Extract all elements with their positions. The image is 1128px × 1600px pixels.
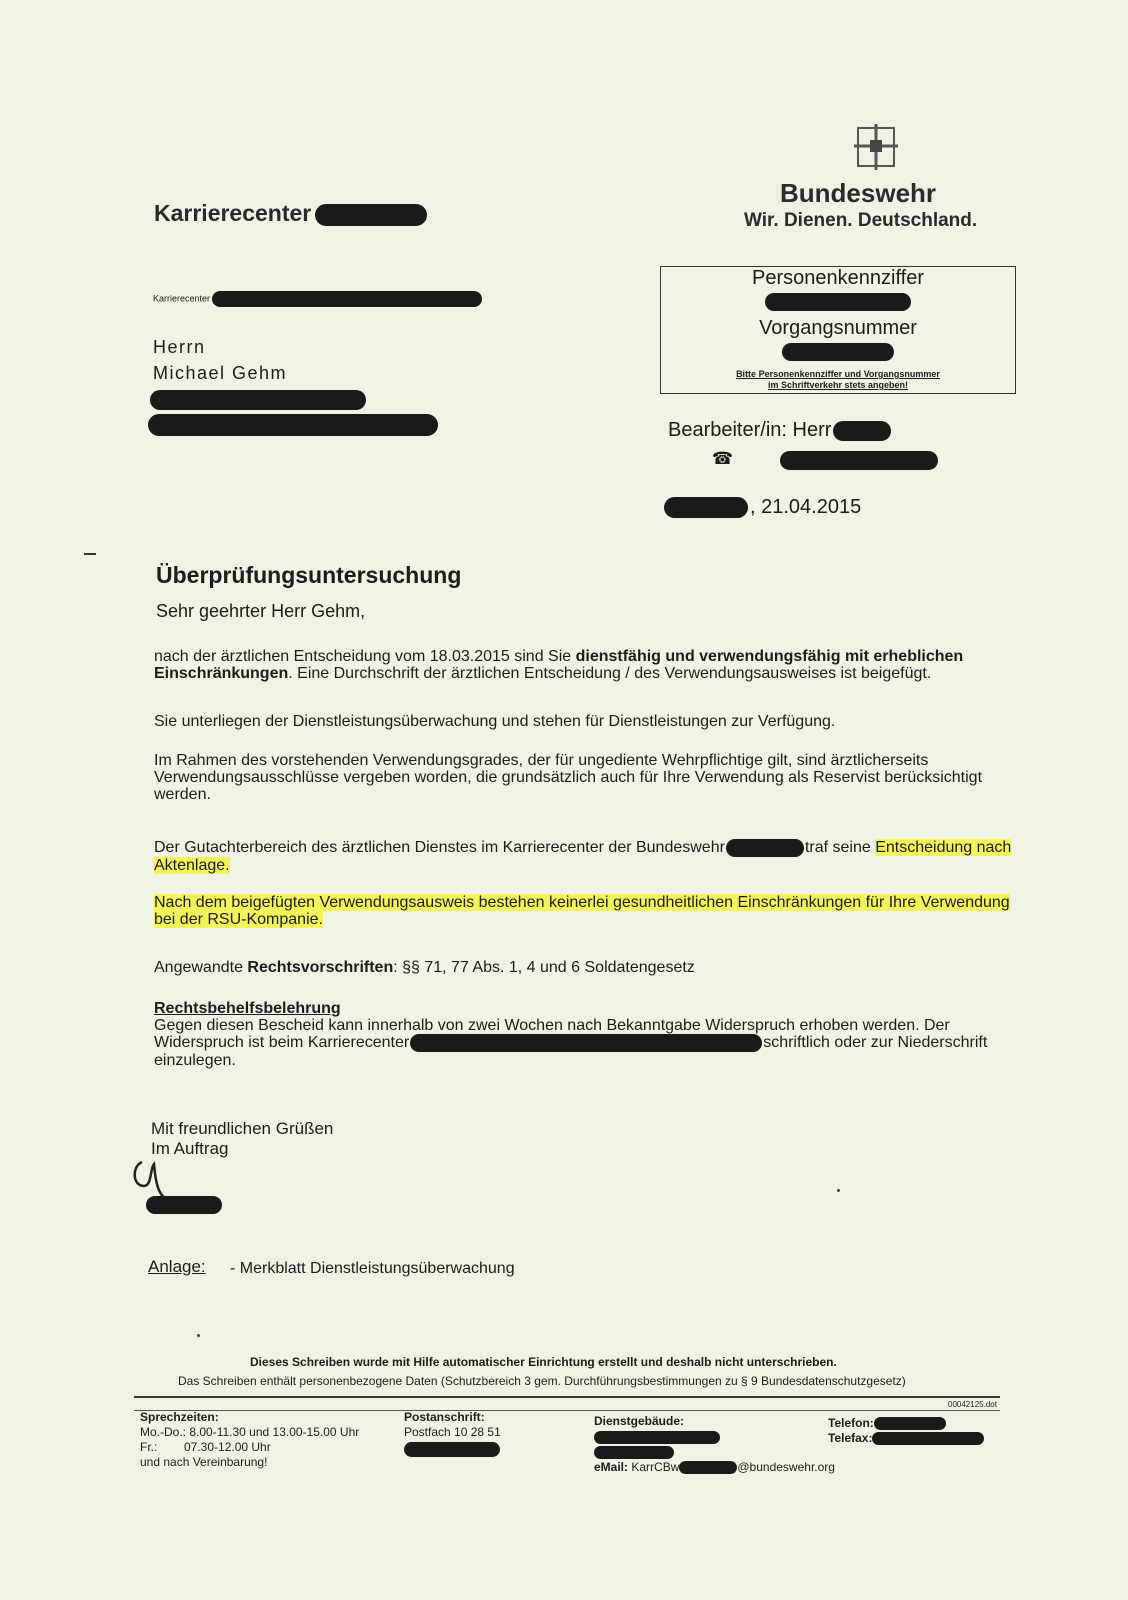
handler: Bearbeiter/in: Herr bbox=[668, 419, 891, 442]
redaction bbox=[872, 1432, 984, 1445]
brand-name: Bundeswehr bbox=[780, 178, 937, 208]
reference-box bbox=[660, 266, 1016, 394]
recipient-salutation: Herrn bbox=[153, 337, 206, 357]
closing-on-behalf: Im Auftrag bbox=[151, 1139, 229, 1158]
place-date: , 21.04.2015 bbox=[664, 496, 861, 519]
postal-address: Postanschrift: Postfach 10 28 51 bbox=[404, 1410, 501, 1457]
recipient-name: Michael Gehm bbox=[153, 363, 288, 383]
scan-speck bbox=[837, 1189, 840, 1192]
paragraph-assessment: Der Gutachterbereich des ärztlichen Dienstes im Karrierecenter der Bundeswehr traf seine Entscheidung nach Aktenlage. bbox=[154, 839, 1012, 874]
redaction bbox=[150, 390, 366, 410]
paragraph-decision: nach der ärztlichen Entscheidung vom 18.03.2015 sind Sie dienstfähig und verwendungsfähig mit erheblichen Einschränkungen. Eine Durchschrift der ärztlichen Entscheidung / des Verwendungsausweises ist beigefügt. bbox=[154, 648, 964, 682]
redaction bbox=[726, 839, 804, 857]
footer-divider bbox=[134, 1396, 1000, 1398]
office-hours: Sprechzeiten: Mo.-Do.: 8.00-11.30 und 13.00-15.00 Uhr Fr.: 07.30-12.00 Uhr und nach Vereinbarung! bbox=[140, 1410, 360, 1469]
redaction bbox=[212, 291, 482, 307]
phone-icon: ☎ bbox=[712, 449, 734, 468]
highlight: Entscheidung nach Aktenlage. bbox=[154, 839, 1012, 874]
brand-slogan: Wir. Dienen. Deutschland. bbox=[744, 210, 978, 231]
email: eMail: KarrCBw @bundeswehr.org bbox=[594, 1460, 835, 1474]
template-code: 00042125.dot bbox=[948, 1400, 997, 1409]
redaction bbox=[833, 421, 891, 441]
case-number-value bbox=[661, 343, 1015, 361]
redaction bbox=[782, 343, 894, 361]
personnel-id-value bbox=[661, 293, 1015, 311]
reference-note: Bitte Personenkennziffer und Vorgangsnummer im Schriftverkehr stets angeben! bbox=[736, 369, 940, 390]
attachment-label: Anlage: bbox=[148, 1257, 206, 1276]
redaction bbox=[874, 1417, 946, 1430]
redaction bbox=[315, 204, 427, 226]
highlight: Nach dem beigefügten Verwendungsausweis bestehen keinerlei gesundheitlichen Einschränkungen für Ihre Verwendung bei der RSU-Kompanie. bbox=[154, 894, 1010, 928]
attachment-value: - Merkblatt Dienstleistungsüberwachung bbox=[230, 1260, 515, 1277]
redaction bbox=[146, 1196, 222, 1214]
paragraph-monitoring: Sie unterliegen der Dienstleistungsüberwachung und stehen für Dienstleistungen zur Verfügung. bbox=[154, 713, 836, 730]
redaction bbox=[679, 1461, 737, 1474]
personnel-id-label: Personenkennziffer bbox=[752, 267, 924, 289]
office-building: Dienstgebäude: eMail: KarrCBw @bundeswehr.org bbox=[594, 1414, 835, 1474]
paragraph-exclusions: Im Rahmen des vorstehenden Verwendungsgrades, der für ungediente Wehrpflichtige gilt, sind ärztlicherseits Verwendungsausschlüsse vergeben worden, die grundsätzlich auch für Ihre Verwendung als Reservist berücksichtigt werden. bbox=[154, 752, 983, 803]
appeal-heading: Rechtsbehelfsbelehrung bbox=[154, 1000, 341, 1017]
return-address: Karrierecenter bbox=[153, 291, 482, 307]
auto-notice: Dieses Schreiben wurde mit Hilfe automatischer Einrichtung erstellt und deshalb nicht unterschrieben. bbox=[250, 1355, 837, 1369]
redaction bbox=[404, 1442, 500, 1457]
paragraph-restrictions bbox=[154, 894, 1024, 928]
privacy-notice: Das Schreiben enthält personenbezogene Daten (Schutzbereich 3 gem. Durchführungsbestimmungen zu § 9 Bundesdatenschutzgesetz) bbox=[178, 1374, 906, 1388]
redaction bbox=[594, 1446, 674, 1459]
redaction bbox=[148, 414, 438, 436]
closing: Mit freundlichen Grüßen bbox=[151, 1119, 334, 1138]
sender-org bbox=[154, 200, 427, 227]
redaction bbox=[765, 293, 911, 311]
greeting: Sehr geehrter Herr Gehm, bbox=[156, 601, 366, 621]
subject: Überprüfungsuntersuchung bbox=[156, 562, 462, 588]
redaction bbox=[594, 1431, 720, 1444]
phone-fax: Telefon: Telefax: bbox=[828, 1416, 984, 1446]
org-name: Karrierecenter bbox=[154, 200, 312, 226]
redaction bbox=[780, 451, 938, 470]
federal-eagle-icon bbox=[850, 122, 902, 172]
paragraph-legal-basis: Angewandte Rechtsvorschriften: §§ 71, 77 Abs. 1, 4 und 6 Soldatengesetz bbox=[154, 959, 695, 976]
case-number-label: Vorgangsnummer bbox=[759, 317, 917, 339]
redaction bbox=[664, 497, 748, 518]
paragraph-appeal: Rechtsbehelfsbelehrung Gegen diesen Bescheid kann innerhalb von zwei Wochen nach Bekanntgabe Widerspruch erhoben werden. Der Widerspruch ist beim Karrierecenter schriftlich oder zur Niederschrift einzulegen. bbox=[154, 1000, 1024, 1069]
fold-mark bbox=[84, 553, 96, 555]
redaction bbox=[410, 1034, 762, 1052]
scan-speck bbox=[197, 1334, 200, 1337]
